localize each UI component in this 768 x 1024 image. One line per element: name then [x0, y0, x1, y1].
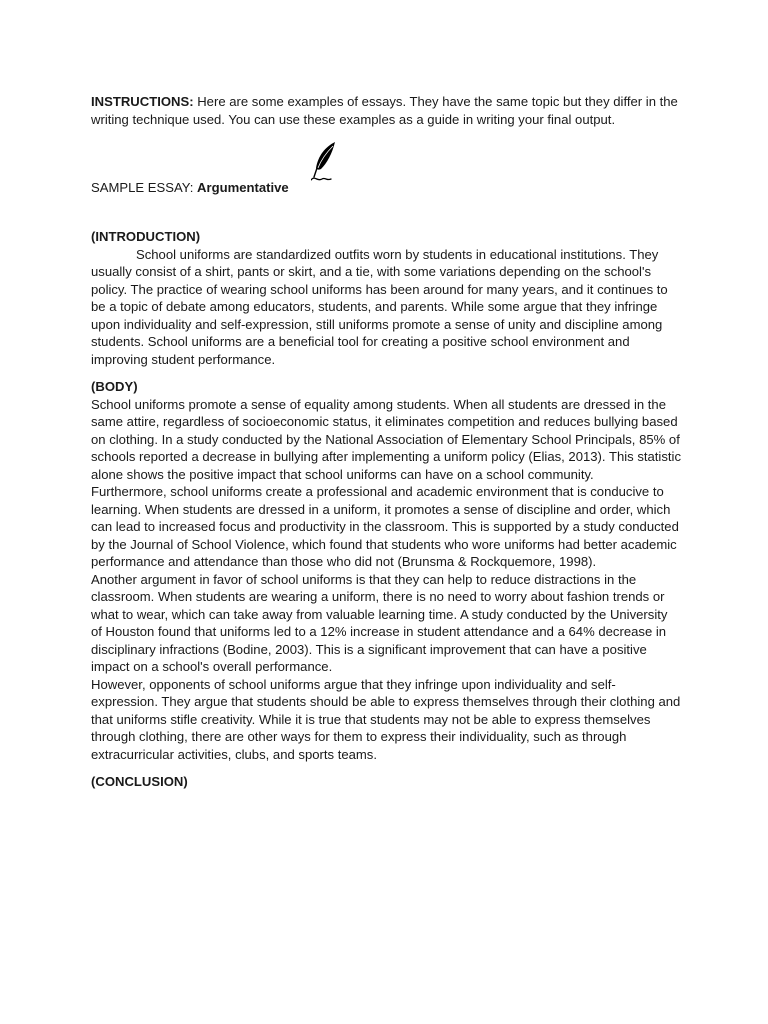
body-paragraph-4: However, opponents of school uniforms argue that they infringe upon individuality and self-expression. They argue that students should be able to express themselves through their clothing and that uniforms stifle creativity. While it is true that students may not be able to express themselves through clothing, there are other ways for them to express their individuality, such as through extracurricular activities, clubs, and sports teams. [91, 676, 681, 762]
instructions-text: Here are some examples of essays. They have the same topic but they differ in the writing technique used. You can use these examples as a guide in writing your final output. [91, 94, 678, 127]
sample-essay-title [91, 179, 289, 197]
introduction-paragraph: School uniforms are standardized outfits worn by students in educational institutions. They usually consist of a shirt, pants or skirt, and a tie, with some variations depending on the school's policy. The practice of wearing school uniforms has been around for many years, and it continues to be a topic of debate among educators, students, and parents. While some argue that they infringe upon individuality and self-expression, still uniforms promote a sense of unity and discipline among students. School uniforms are a beneficial tool for creating a positive school environment and improving student performance. [91, 246, 668, 367]
instructions-label: INSTRUCTIONS: [91, 94, 194, 109]
sample-essay-prefix: SAMPLE ESSAY: [91, 180, 198, 195]
sample-essay-type: Argumentative [197, 180, 289, 195]
quill-pen-icon [311, 141, 337, 191]
instructions-paragraph [91, 93, 681, 128]
introduction-heading: (INTRODUCTION) [91, 229, 201, 244]
body-paragraph-2: Furthermore, school uniforms create a professional and academic environment that is conducive to learning. When students are dressed in a uniform, it promotes a sense of discipline and order, which can lead to increased focus and productivity in the classroom. This is supported by a study conducted by the Journal of School Violence, which found that students who wore uniforms had better academic performance and attendance than those who did not (Brunsma & Rockquemore, 1998). [91, 484, 679, 569]
body-paragraph-3: Another argument in favor of school uniforms is that they can help to reduce distractions in the classroom. When students are wearing a uniform, there is no need to worry about fashion trends or what to wear, which can take away from valuable learning time. A study conducted by the University of Houston found that uniforms led to a 12% increase in student attendance and a 64% decrease in disciplinary infractions (Bodine, 2003). This is a significant improvement that can have a positive impact on a school's overall performance. [91, 571, 668, 674]
conclusion-heading: (CONCLUSION) [91, 774, 188, 789]
body-heading: (BODY) [91, 379, 138, 394]
document-page [91, 93, 681, 791]
body-paragraph-1: School uniforms promote a sense of equality among students. When all students are dressed in the same attire, regardless of socioeconomic status, it eliminates competition and reduces bullying based on clothing. In a study conducted by the National Association of Elementary School Principals, 85% of schools reported a decrease in bullying after implementing a uniform policy (Elias, 2013). This statistic alone shows the positive impact that school uniforms can have on a school community. [91, 396, 681, 482]
sample-essay-line [91, 173, 681, 197]
